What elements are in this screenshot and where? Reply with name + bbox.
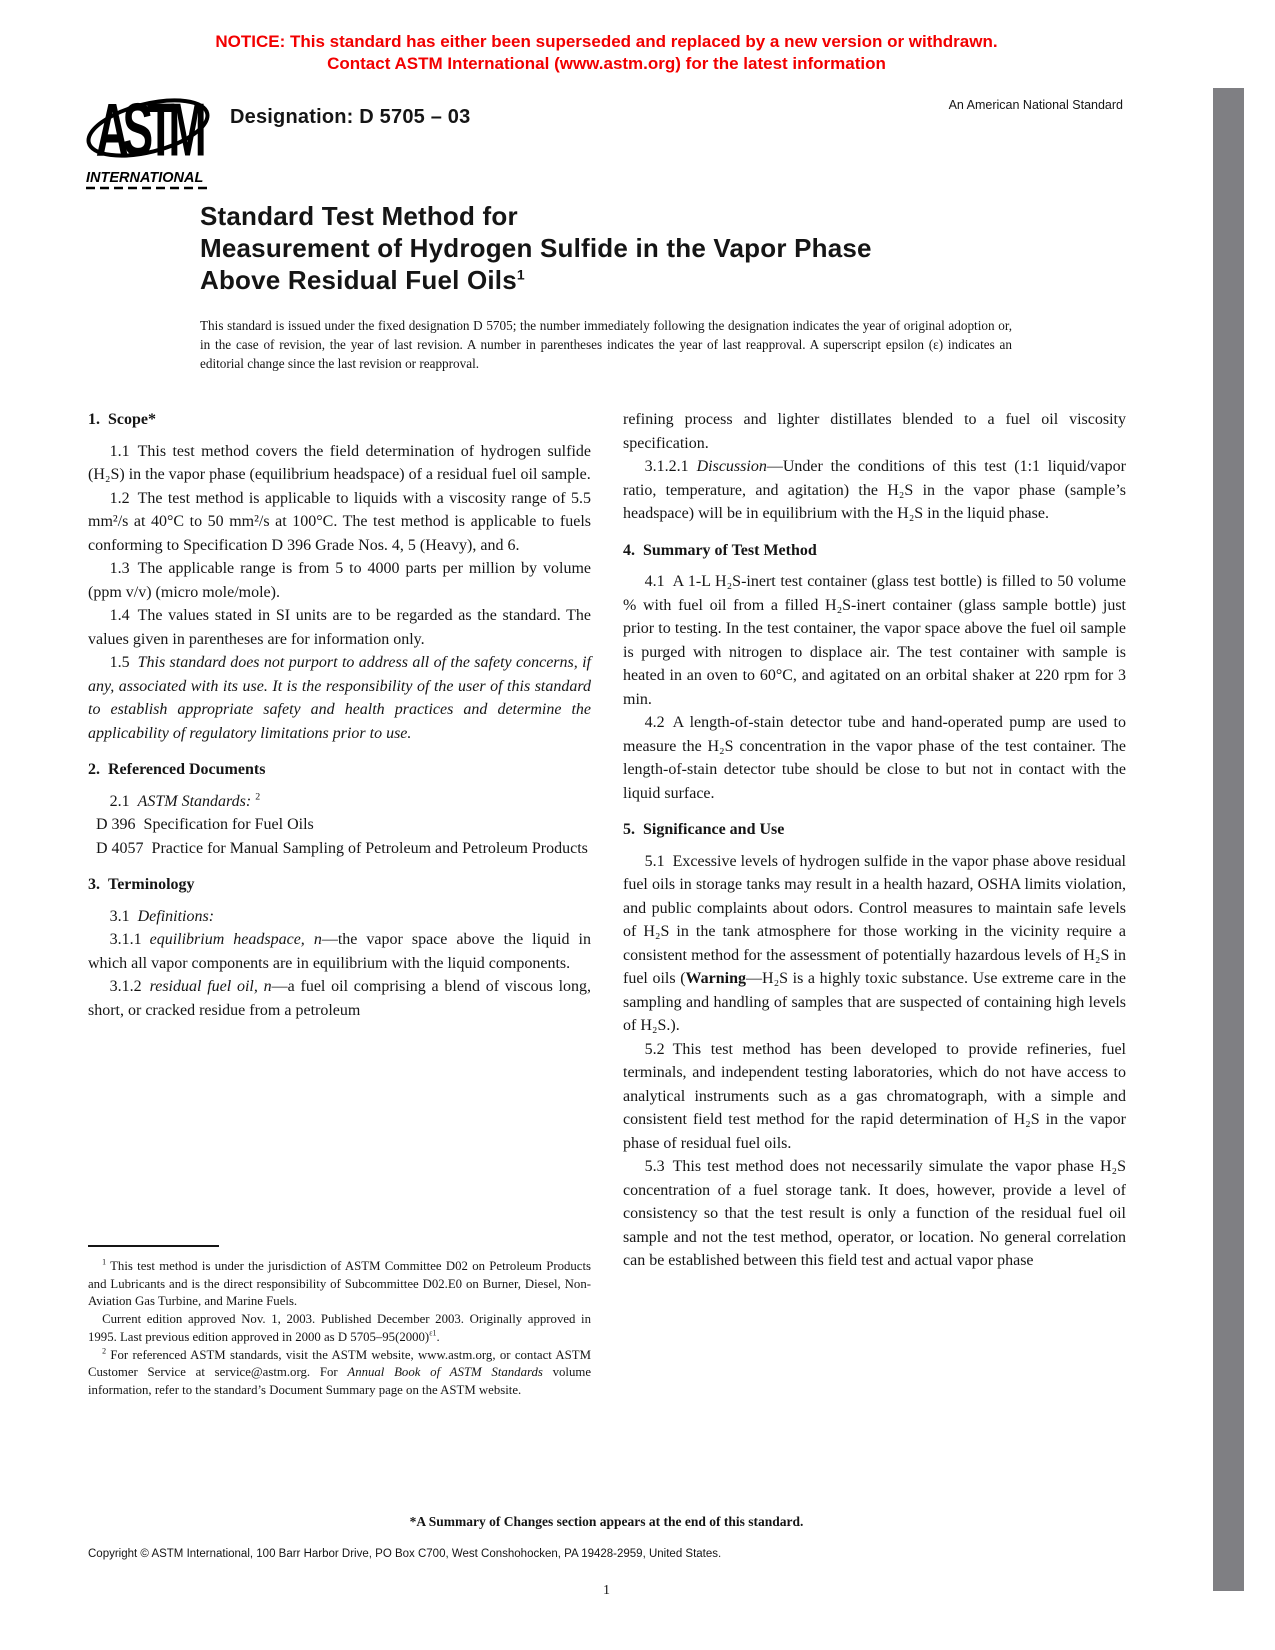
paragraph: 3.1.2 residual fuel oil, n—a fuel oil comprising a blend of viscous long, short, or cracked residue from a petroleum	[88, 978, 592, 1019]
summary-of-changes-note: *A Summary of Changes section appears at the end of this standard.	[409, 1514, 804, 1529]
paragraph: 3.1 Definitions:	[109, 907, 215, 925]
section-heading: 5. Significance and Use	[623, 821, 785, 838]
footnote: $^2$ For referenced ASTM standards, visit the ASTM website, www.astm.org, or contact ASTM Customer Service at service@astm.org. For Annual Book of ASTM Standards volume information, refer to the standard’s Document Summary page on the ASTM website.	[88, 1346, 592, 1397]
paragraph: 1.3 The applicable range is from 5 to 4000 parts per million by volume (ppm v/v) (micro mole/mole).	[88, 560, 591, 601]
paragraph: 5.3 This test method does not necessarily simulate the vapor phase H₂S concentration of a fuel storage tank. It does, however, provide a level of consistency so that the test result is only a function of the residual fuel oil sample and not the test method, operator, or location. No general correlation can be established between this field test and actual vapor phase	[623, 1158, 1126, 1269]
superseded-notice	[0, 31, 1213, 74]
paragraph: 3.1.2.1 Discussion—Under the conditions of this test (1:1 liquid/vapor ratio, temperature, and agitation) the H₂S in the vapor phase (sample’s headspace) will be in equilibrium with the H₂S in the liquid phase.	[623, 458, 1126, 522]
astm-logo-graphic	[84, 80, 218, 192]
paragraph: 5.2 This test method has been developed to provide refineries, fuel terminals, and independent testing laboratories, which do not have access to analytical instruments such as a gas chromatograph, with a simple and consistent field test method for the rapid determination of H₂S in the vapor phase of residual fuel oils.	[623, 1040, 1126, 1152]
footnote: $^1$ This test method is under the jurisdiction of ASTM Committee D02 on Petroleum Products and Lubricants and is the direct responsibility of Subcommittee D02.E0 on Burner, Diesel, Non-Aviation Gas Turbine, and Marine Fuels.	[88, 1257, 591, 1309]
paragraph: 2.1 ASTM Standards: $^2$	[109, 791, 261, 810]
title-footnote-marker: 1	[516, 266, 525, 283]
scan-edge-gray-bar	[1213, 88, 1244, 1591]
notice-line-2: Contact ASTM International (www.astm.org) for the latest information	[327, 53, 886, 73]
title-line-1: Standard Test Method for	[200, 201, 518, 231]
section-heading: 4. Summary of Test Method	[623, 541, 817, 559]
paragraph: D 4057 Practice for Manual Sampling of Petroleum and Petroleum Products	[96, 839, 588, 857]
section-heading: 1. Scope*	[88, 411, 156, 428]
paragraph: 4.2 A length-of-stain detector tube and hand-operated pump are used to measure the H₂S concentration in the vapor phase of the test container. The length-of-stain detector tube should be close to but not in contact with the liquid surface.	[623, 714, 1126, 802]
left-column	[88, 408, 591, 1022]
footnotes-block	[88, 1245, 591, 1400]
footnote-list	[88, 1258, 591, 1400]
section-heading: 3. Terminology	[88, 876, 195, 893]
paragraph: 1.5 This standard does not purport to address all of the safety concerns, if any, associated with its use. It is the responsibility of the user of this standard to establish appropriate safety and health practices and determine the applicability of regulatory limitations prior to use.	[88, 654, 591, 742]
page-number: 1	[603, 1583, 610, 1598]
paragraph: 5.1 Excessive levels of hydrogen sulfide in the vapor phase above residual fuel oils in storage tanks may result in a health hazard, OSHA limits violation, and public complaints about odors. Control measures to maintain safe levels of H₂S in the tank atmosphere for those working in the vicinity require a consistent method for the assessment of potentially hazardous levels of H₂S in fuel oils (Warning—H₂S is a highly toxic substance. Use extreme care in the sampling and handling of samples that are suspected of containing high levels of H₂S.).	[623, 852, 1127, 1034]
national-standard-label: An American National Standard	[948, 98, 1123, 112]
astm-logo-international: INTERNATIONAL	[86, 170, 204, 186]
paragraph: 1.2 The test method is applicable to liquids with a viscosity range of 5.5 mm²/s at 40°C to 50 mm²/s at 100°C. The test method is applicable to fuels conforming to Specification D 396 Grade Nos. 4, 5 (Heavy), and 6.	[88, 489, 591, 554]
right-column	[623, 408, 1126, 1273]
paragraph: refining process and lighter distillates blended to a fuel oil viscosity specification.	[623, 411, 1126, 452]
footnote: Current edition approved Nov. 1, 2003. Published December 2003. Originally approved in 1995. Last previous edition approved in 2000 as D $5705-95(2000)^{\varepsilon 1}$.	[88, 1312, 591, 1344]
paragraph: 1.1 This test method covers the field determination of hydrogen sulfide (H₂S) in the vapor phase (equilibrium headspace) of a residual fuel oil sample.	[88, 442, 591, 483]
paragraph: 3.1.1 equilibrium headspace, n—the vapor space above the liquid in which all vapor components are in equilibrium with the liquid components.	[88, 931, 591, 972]
designation-label: Designation: D 5705 – 03	[230, 106, 471, 128]
title-line-2: Measurement of Hydrogen Sulfide in the Vapor Phase	[200, 233, 872, 263]
document-title	[200, 200, 872, 296]
copyright-line: Copyright © ASTM International, 100 Barr Harbor Drive, PO Box C700, West Conshohocken, PA 19428-2959, United States.	[88, 1548, 722, 1560]
paragraph: 1.4 The values stated in SI units are to be regarded as the standard. The values given in parentheses are for information only.	[88, 607, 591, 648]
footnote-separator-rule	[88, 1245, 219, 1247]
astm-logo-letters: ASTM	[95, 89, 201, 173]
paragraph: 4.1 A 1-L H₂S-inert test container (glass test bottle) is filled to 50 volume % with fuel oil from a filled H₂S-inert container (glass sample bottle) just prior to testing. In the test container, the vapor space above the fuel oil sample is purged with nitrogen to displace air. The test container with sample is heated in an oven to 60°C, and agitated on an orbital shaker at 220 rpm for 3 min.	[623, 573, 1126, 708]
paragraph: D 396 Specification for Fuel Oils	[96, 816, 314, 833]
section-heading: 2. Referenced Documents	[88, 761, 266, 778]
title-line-3: Above Residual Fuel Oils	[200, 265, 517, 295]
astm-logo	[84, 80, 218, 192]
notice-line-1: NOTICE: This standard has either been superseded and replaced by a new version or withdrawn.	[215, 32, 998, 51]
issued-under-note: This standard is issued under the fixed designation D 5705; the number immediately following the designation indicates the year of original adoption or, in the case of revision, the year of last revision. A number in parentheses indicates the year of last reapproval. A superscript epsilon (ε) indicates an editorial change since the last revision or reapproval.	[200, 318, 1012, 371]
